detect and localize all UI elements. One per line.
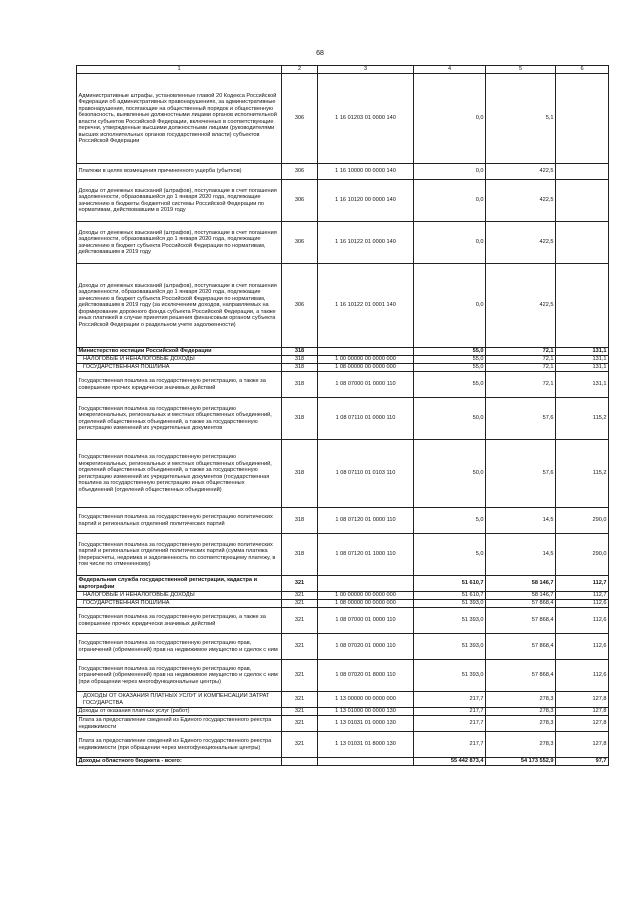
row-value-col-6: 131,1 (556, 372, 609, 398)
row-classification-code: 1 08 07110 01 0000 110 (318, 398, 414, 440)
row-value-col-4: 0,0 (414, 180, 486, 222)
row-value-col-5: 14,5 (486, 534, 556, 576)
table-row (77, 758, 609, 766)
row-classification-code: 1 16 10000 00 0000 140 (318, 164, 414, 180)
row-value-col-6: 115,2 (556, 440, 609, 508)
row-value-col-6 (556, 222, 609, 264)
row-value-col-4: 0,0 (414, 164, 486, 180)
table-row (77, 180, 609, 222)
row-admin-code: 318 (282, 398, 318, 440)
row-value-col-5: 72,1 (486, 364, 556, 372)
header-col-4: 4 (414, 66, 486, 74)
row-description: Платежи в целях возмещения причиненного ущерба (убытков) (77, 164, 282, 180)
row-value-col-4: 51 610,7 (414, 576, 486, 592)
revenue-table (76, 65, 609, 766)
row-classification-code: 1 08 07020 01 0000 110 (318, 634, 414, 660)
row-value-col-4: 55,0 (414, 364, 486, 372)
row-value-col-4: 55 442 873,4 (414, 758, 486, 766)
row-admin-code: 321 (282, 634, 318, 660)
row-value-col-5: 57,6 (486, 398, 556, 440)
row-admin-code: 306 (282, 74, 318, 164)
row-admin-code: 321 (282, 716, 318, 732)
row-value-col-5: 422,5 (486, 180, 556, 222)
row-value-col-6: 127,8 (556, 692, 609, 708)
row-value-col-4: 0,0 (414, 74, 486, 164)
row-value-col-6: 112,6 (556, 608, 609, 634)
header-col-1: 1 (77, 66, 282, 74)
row-classification-code: 1 16 10122 01 0001 140 (318, 264, 414, 348)
row-value-col-6 (556, 74, 609, 164)
row-description: ДОХОДЫ ОТ ОКАЗАНИЯ ПЛАТНЫХ УСЛУГ И КОМПЕНСАЦИИ ЗАТРАТ ГОСУДАРСТВА (77, 692, 282, 708)
row-classification-code: 1 13 01031 01 0000 130 (318, 716, 414, 732)
header-col-6: 6 (556, 66, 609, 74)
table-row (77, 600, 609, 608)
row-value-col-5: 72,1 (486, 372, 556, 398)
row-value-col-5: 72,1 (486, 348, 556, 356)
row-value-col-4: 51 393,0 (414, 660, 486, 692)
row-value-col-5: 278,3 (486, 732, 556, 758)
row-admin-code (282, 758, 318, 766)
row-value-col-6 (556, 180, 609, 222)
row-admin-code: 321 (282, 608, 318, 634)
row-value-col-4: 0,0 (414, 264, 486, 348)
row-description: Государственная пошлина за государственную регистрацию политических партий и региональных отделений политических партий (77, 508, 282, 534)
row-value-col-5: 58 146,7 (486, 592, 556, 600)
row-classification-code: 1 08 00000 00 0000 000 (318, 364, 414, 372)
row-value-col-4: 0,0 (414, 222, 486, 264)
row-admin-code: 321 (282, 692, 318, 708)
row-description: Плата за предоставление сведений из Единого государственного реестра недвижимости (при обращении через многофункциональные центры) (77, 732, 282, 758)
row-value-col-6 (556, 264, 609, 348)
row-classification-code (318, 576, 414, 592)
row-admin-code: 321 (282, 732, 318, 758)
row-value-col-6: 290,0 (556, 534, 609, 576)
row-value-col-6: 112,6 (556, 660, 609, 692)
row-classification-code: 1 00 00000 00 0000 000 (318, 592, 414, 600)
row-description: Государственная пошлина за государственную регистрацию, а также за совершение прочих юридически значимых действий (77, 372, 282, 398)
row-admin-code: 306 (282, 180, 318, 222)
row-classification-code: 1 08 07000 01 0000 110 (318, 372, 414, 398)
table-row (77, 708, 609, 716)
row-description: Государственная пошлина за государственную регистрацию политических партий и региональных отделений политических партий (сумма платежа (перерасчеты, недоимка и задолженность по соответствующему платежу, в том числе по отмененному) (77, 534, 282, 576)
row-value-col-6: 112,7 (556, 592, 609, 600)
row-value-col-6: 115,2 (556, 398, 609, 440)
table-row (77, 634, 609, 660)
row-classification-code: 1 08 07110 01 0103 110 (318, 440, 414, 508)
row-value-col-5: 422,5 (486, 222, 556, 264)
table-row (77, 356, 609, 364)
row-admin-code: 321 (282, 576, 318, 592)
row-description: Федеральная служба государственной регистрации, кадастра и картографии (77, 576, 282, 592)
row-value-col-6: 97,7 (556, 758, 609, 766)
row-admin-code: 318 (282, 364, 318, 372)
row-admin-code: 318 (282, 348, 318, 356)
row-value-col-4: 55,0 (414, 348, 486, 356)
row-admin-code: 321 (282, 660, 318, 692)
row-classification-code: 1 08 07020 01 8000 110 (318, 660, 414, 692)
row-admin-code: 321 (282, 600, 318, 608)
row-value-col-5: 5,1 (486, 74, 556, 164)
row-value-col-4: 217,7 (414, 716, 486, 732)
row-value-col-4: 217,7 (414, 692, 486, 708)
row-value-col-4: 5,0 (414, 508, 486, 534)
row-description: Плата за предоставление сведений из Единого государственного реестра недвижимости (77, 716, 282, 732)
table-row (77, 74, 609, 164)
row-value-col-6: 127,8 (556, 708, 609, 716)
row-value-col-5: 422,5 (486, 164, 556, 180)
row-classification-code: 1 13 01000 00 0000 130 (318, 708, 414, 716)
row-value-col-5: 278,3 (486, 716, 556, 732)
row-admin-code: 318 (282, 508, 318, 534)
row-value-col-4: 55,0 (414, 372, 486, 398)
table-row (77, 576, 609, 592)
row-description: Доходы от денежных взысканий (штрафов), поступающие в счет погашения задолженности, образовавшейся до 1 января 2020 года, подлежащие зачислению в бюджеты бюджетной системы Российской Федерации по нормативам, действовавшим в 2019 году (77, 180, 282, 222)
table-row (77, 508, 609, 534)
row-admin-code: 318 (282, 534, 318, 576)
row-value-col-4: 50,0 (414, 398, 486, 440)
row-admin-code: 318 (282, 440, 318, 508)
table-row (77, 732, 609, 758)
row-value-col-6 (556, 164, 609, 180)
row-classification-code: 1 16 10120 00 0000 140 (318, 180, 414, 222)
row-classification-code: 1 16 01203 01 0000 140 (318, 74, 414, 164)
row-description: НАЛОГОВЫЕ И НЕНАЛОГОВЫЕ ДОХОДЫ (77, 592, 282, 600)
row-description: Государственная пошлина за государственную регистрацию прав, ограничений (обременений) прав на недвижимое имущество и сделок с ним (при обращении через многофункциональные центры) (77, 660, 282, 692)
row-value-col-4: 51 393,0 (414, 634, 486, 660)
table-row (77, 348, 609, 356)
row-value-col-5: 57,6 (486, 440, 556, 508)
row-value-col-6: 112,7 (556, 576, 609, 592)
row-description: Государственная пошлина за государственную регистрацию, а также за совершение прочих юридически значимых действий (77, 608, 282, 634)
row-admin-code: 321 (282, 708, 318, 716)
row-value-col-6: 131,1 (556, 348, 609, 356)
table-row (77, 222, 609, 264)
table-row (77, 398, 609, 440)
row-value-col-5: 278,3 (486, 692, 556, 708)
table-row (77, 534, 609, 576)
row-description: Доходы областного бюджета - всего: (77, 758, 282, 766)
row-description: Государственная пошлина за государственную регистрацию межрегиональных, региональных и местных общественных объединений, отделений общественных объединений, а также за государственную регистрацию изменений их учредительных документов (77, 398, 282, 440)
row-classification-code: 1 16 10122 01 0000 140 (318, 222, 414, 264)
row-classification-code: 1 08 07120 01 1000 110 (318, 534, 414, 576)
row-value-col-6: 112,6 (556, 600, 609, 608)
row-value-col-6: 112,6 (556, 634, 609, 660)
row-value-col-5: 57 868,4 (486, 600, 556, 608)
row-value-col-6: 127,8 (556, 732, 609, 758)
row-value-col-5: 58 146,7 (486, 576, 556, 592)
row-description: Государственная пошлина за государственную регистрацию межрегиональных, региональных и местных общественных объединений, отделений общественных объединений, а также за государственную регистрацию изменений их учредительных документов (государственная пошлина за государственную регистрацию иных общественных объединений (отделений общественных объединений) (77, 440, 282, 508)
row-value-col-6: 127,8 (556, 716, 609, 732)
row-description: Административные штрафы, установленные главой 20 Кодекса Российской Федерации об административных правонарушениях, за административные правонарушения, посягающие на общественный порядок и общественную безопасность, выявленные должностными лицами органов исполнительной власти субъектов Российской Федерации, включенных в соответствующие перечни, утвержденные высшими должностными лицами (руководителями высших исполнительных органов государственной власти) субъектов Российской Федерации (77, 74, 282, 164)
row-description: Доходы от денежных взысканий (штрафов), поступающие в счет погашения задолженности, образовавшейся до 1 января 2020 года, подлежащие зачислению в бюджет субъекта Российской Федерации по нормативам, действовавшим в 2019 году (за исключением доходов, направляемых на формирование дорожного фонда субъекта Российской Федерации, а также иных платежей в случае принятия решения финансовым органом субъекта Российской Федерации о раздельном учете задолженности) (77, 264, 282, 348)
row-description: Министерство юстиции Российской Федерации (77, 348, 282, 356)
row-classification-code: 1 08 00000 00 0000 000 (318, 600, 414, 608)
table-row (77, 364, 609, 372)
row-value-col-5: 72,1 (486, 356, 556, 364)
row-value-col-4: 51 393,0 (414, 608, 486, 634)
table-row (77, 692, 609, 708)
row-admin-code: 306 (282, 164, 318, 180)
row-classification-code: 1 13 00000 00 0000 000 (318, 692, 414, 708)
row-description: Государственная пошлина за государственную регистрацию прав, ограничений (обременений) прав на недвижимое имущество и сделок с ним (77, 634, 282, 660)
row-admin-code: 321 (282, 592, 318, 600)
row-admin-code: 318 (282, 372, 318, 398)
row-value-col-4: 51 610,7 (414, 592, 486, 600)
row-value-col-4: 51 393,0 (414, 600, 486, 608)
table-body (77, 74, 609, 766)
row-description: ГОСУДАРСТВЕННАЯ ПОШЛИНА (77, 600, 282, 608)
table-row (77, 716, 609, 732)
row-classification-code (318, 348, 414, 356)
row-value-col-5: 54 173 552,9 (486, 758, 556, 766)
table-row (77, 264, 609, 348)
row-admin-code: 318 (282, 356, 318, 364)
row-value-col-4: 50,0 (414, 440, 486, 508)
row-classification-code: 1 08 07000 01 0000 110 (318, 608, 414, 634)
row-classification-code: 1 08 07120 01 0000 110 (318, 508, 414, 534)
row-value-col-5: 278,3 (486, 708, 556, 716)
row-description: Доходы от денежных взысканий (штрафов), поступающие в счет погашения задолженности, образовавшейся до 1 января 2020 года, подлежащие зачислению в бюджет субъекта Российской Федерации по нормативам, действовавшим в 2019 году (77, 222, 282, 264)
table-row (77, 164, 609, 180)
row-description: ГОСУДАРСТВЕННАЯ ПОШЛИНА (77, 364, 282, 372)
row-value-col-5: 57 868,4 (486, 660, 556, 692)
row-classification-code: 1 13 01031 01 8000 130 (318, 732, 414, 758)
table-row (77, 660, 609, 692)
row-value-col-6: 290,0 (556, 508, 609, 534)
row-description: НАЛОГОВЫЕ И НЕНАЛОГОВЫЕ ДОХОДЫ (77, 356, 282, 364)
header-col-3: 3 (318, 66, 414, 74)
table-row (77, 372, 609, 398)
row-admin-code: 306 (282, 222, 318, 264)
row-value-col-5: 422,5 (486, 264, 556, 348)
row-value-col-4: 5,0 (414, 534, 486, 576)
row-value-col-4: 217,7 (414, 732, 486, 758)
table-row (77, 608, 609, 634)
row-classification-code: 1 00 00000 00 0000 000 (318, 356, 414, 364)
header-col-2: 2 (282, 66, 318, 74)
row-value-col-5: 57 868,4 (486, 608, 556, 634)
page-number: 68 (316, 50, 324, 57)
row-value-col-4: 217,7 (414, 708, 486, 716)
table-row (77, 440, 609, 508)
row-value-col-4: 55,0 (414, 356, 486, 364)
row-value-col-6: 131,1 (556, 364, 609, 372)
row-value-col-6: 131,1 (556, 356, 609, 364)
header-col-5: 5 (486, 66, 556, 74)
row-admin-code: 306 (282, 264, 318, 348)
table-row (77, 592, 609, 600)
row-value-col-5: 57 868,4 (486, 634, 556, 660)
row-description: Доходы от оказания платных услуг (работ) (77, 708, 282, 716)
table-header-row (77, 66, 609, 74)
row-classification-code (318, 758, 414, 766)
row-value-col-5: 14,5 (486, 508, 556, 534)
